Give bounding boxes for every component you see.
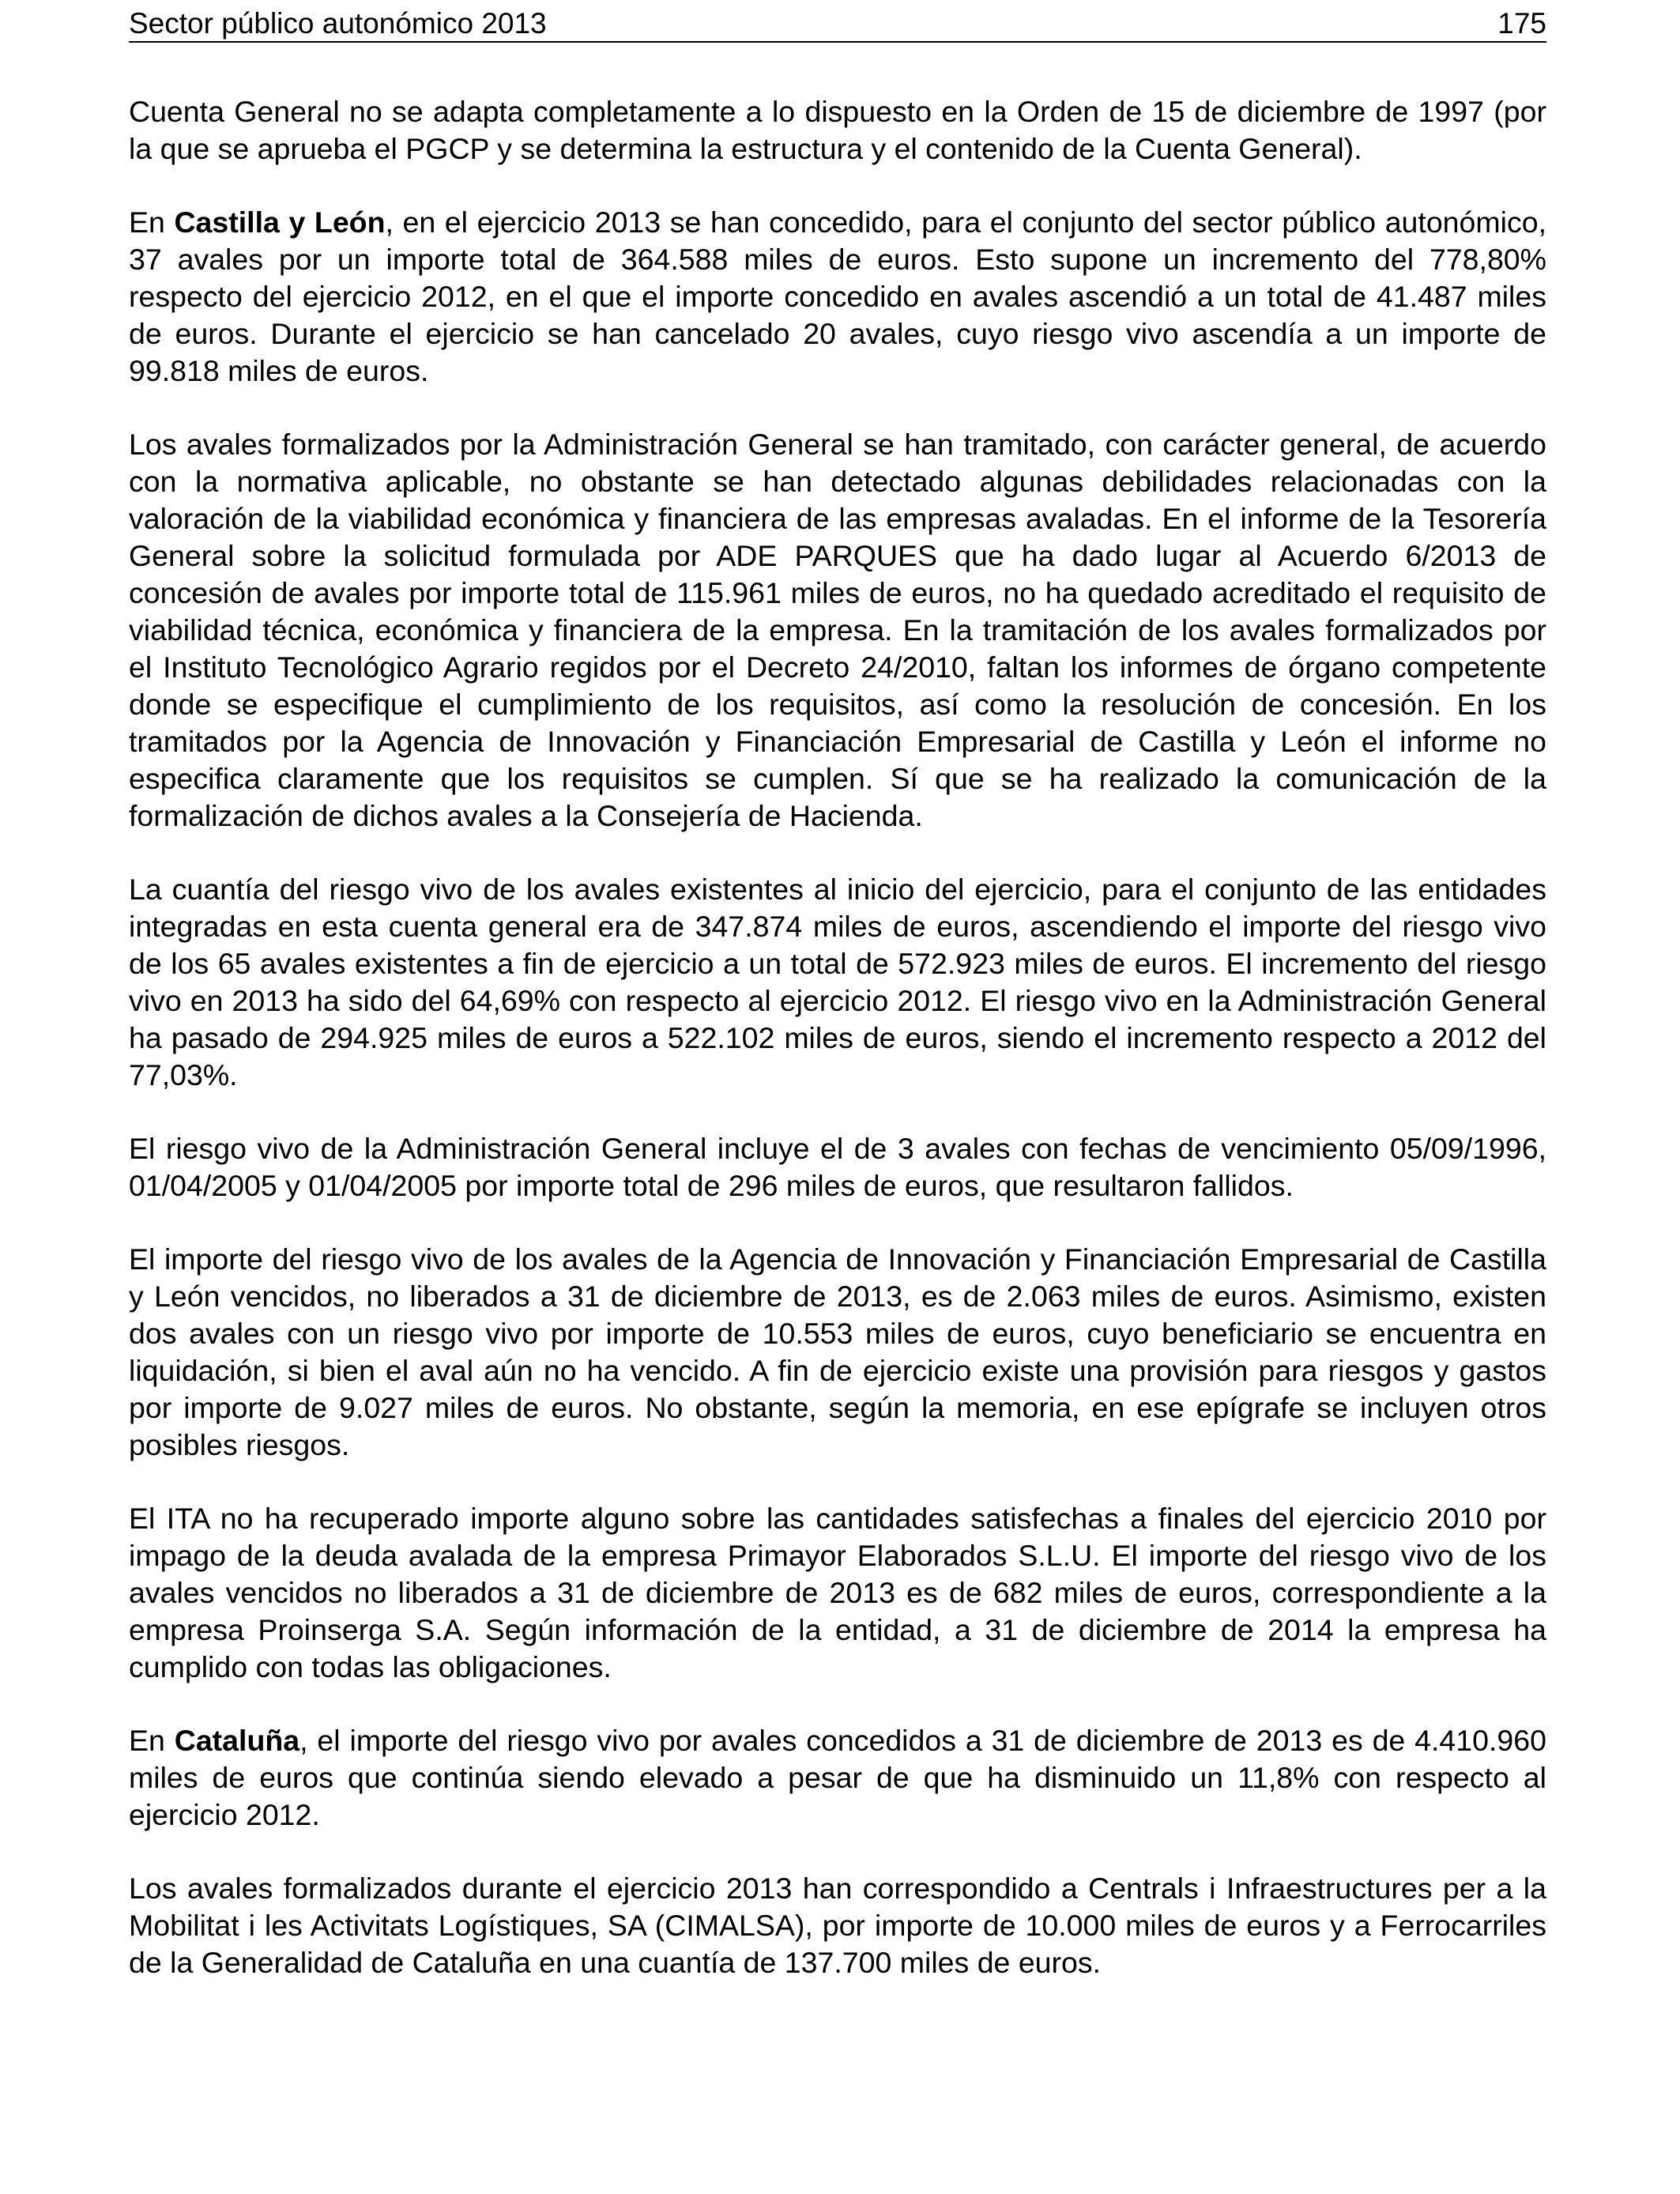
- region-name-castilla-leon: Castilla y León: [174, 205, 386, 239]
- header-title: Sector público autonómico 2013: [129, 7, 547, 40]
- document-body: [129, 43, 1546, 1981]
- region-name-cataluna: Cataluña: [174, 1724, 300, 1757]
- paragraph-castilla-leon-avales: [129, 204, 1546, 390]
- page-number: 175: [1497, 7, 1546, 40]
- paragraph-rest: , en el ejercicio 2013 se han concedido, para el conjunto del sector público autonómico, 37 avales por un importe total de 364.588 miles de euros. Esto supone un incremento del 778,80% respecto del ejercicio 2012, en el que el importe concedido en avales ascendió a un total de 41.487 miles de euros. Durante el ejercicio se han cancelado 20 avales, cuyo riesgo vivo ascendía a un importe de 99.818 miles de euros.: [129, 205, 1546, 387]
- paragraph-riesgo-vivo: La cuantía del riesgo vivo de los avales existentes al inicio del ejercicio, para el conjunto de las entidades integradas en esta cuenta general era de 347.874 miles de euros, ascendiendo el importe del riesgo vivo de los 65 avales existentes a fin de ejercicio a un total de 572.923 miles de euros. El incremento del riesgo vivo en 2013 ha sido del 64,69% con respecto al ejercicio 2012. El riesgo vivo en la Administración General ha pasado de 294.925 miles de euros a 522.102 miles de euros, siendo el incremento respecto a 2012 del 77,03%.: [129, 873, 1546, 1091]
- paragraph-rest: , el importe del riesgo vivo por avales concedidos a 31 de diciembre de 2013 es de 4.410.960 miles de euros que continúa siendo elevado a pesar de que ha disminuido un 11,8% con respecto al ejercicio 2012.: [129, 1724, 1546, 1831]
- page-header: [129, 0, 1546, 43]
- paragraph-cataluna-avales-formalizados: Los avales formalizados durante el ejercicio 2013 han correspondido a Centrals i Infraestructures per a la Mobilitat i les Activitats Logístiques, SA (CIMALSA), por importe de 10.000 miles de euros y a Ferrocarriles de la Generalidad de Cataluña en una cuantía de 137.700 miles de euros.: [129, 1872, 1546, 1979]
- paragraph-ita: El ITA no ha recuperado importe alguno sobre las cantidades satisfechas a finales del ejercicio 2010 por impago de la deuda avalada de la empresa Primayor Elaborados S.L.U. El importe del riesgo vivo de los avales vencidos no liberados a 31 de diciembre de 2013 es de 682 miles de euros, correspondiente a la empresa Proinserga S.A. Según información de la entidad, a 31 de diciembre de 2014 la empresa ha cumplido con todas las obligaciones.: [129, 1502, 1546, 1683]
- paragraph-agencia-innovacion: El importe del riesgo vivo de los avales de la Agencia de Innovación y Financiación Empresarial de Castilla y León vencidos, no liberados a 31 de diciembre de 2013, es de 2.063 miles de euros. Asimismo, existen dos avales con un riesgo vivo por importe de 10.553 miles de euros, cuyo beneficiario se encuentra en liquidación, si bien el aval aún no ha vencido. A fin de ejercicio existe una provisión para riesgos y gastos por importe de 9.027 miles de euros. No obstante, según la memoria, en ese epígrafe se incluyen otros posibles riesgos.: [129, 1242, 1546, 1461]
- paragraph-prefix: En: [129, 1724, 175, 1757]
- paragraph-cuenta-general: Cuenta General no se adapta completamente a lo dispuesto en la Orden de 15 de diciembre de 1997 (por la que se aprueba el PGCP y se determina la estructura y el contenido de la Cuenta General).: [129, 95, 1546, 165]
- paragraph-cataluna-riesgo: [129, 1722, 1546, 1834]
- document-page: [129, 0, 1546, 2018]
- paragraph-prefix: En: [129, 205, 175, 239]
- paragraph-avales-fallidos: El riesgo vivo de la Administración General incluye el de 3 avales con fechas de vencimiento 05/09/1996, 01/04/2005 y 01/04/2005 por importe total de 296 miles de euros, que resultaron fallidos.: [129, 1132, 1546, 1202]
- paragraph-avales-administracion-general: Los avales formalizados por la Administración General se han tramitado, con carácter general, de acuerdo con la normativa aplicable, no obstante se han detectado algunas debilidades relacionadas con la valoración de la viabilidad económica y financiera de las empresas avaladas. En el informe de la Tesorería General sobre la solicitud formulada por ADE PARQUES que ha dado lugar al Acuerdo 6/2013 de concesión de avales por importe total de 115.961 miles de euros, no ha quedado acreditado el requisito de viabilidad técnica, económica y financiera de la empresa. En la tramitación de los avales formalizados por el Instituto Tecnológico Agrario regidos por el Decreto 24/2010, faltan los informes de órgano competente donde se especifique el cumplimiento de los requisitos, así como la resolución de concesión. En los tramitados por la Agencia de Innovación y Financiación Empresarial de Castilla y León el informe no especifica claramente que los requisitos se cumplen. Sí que se ha realizado la comunicación de la formalización de dichos avales a la Consejería de Hacienda.: [129, 428, 1546, 832]
